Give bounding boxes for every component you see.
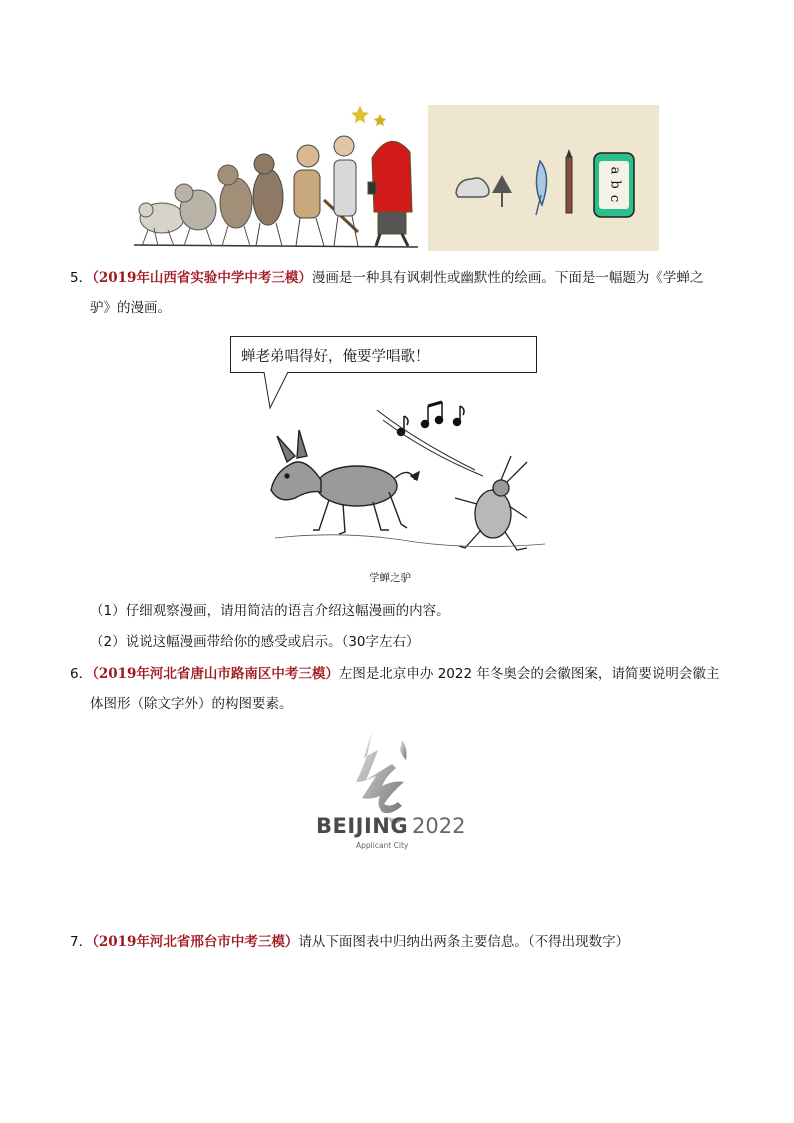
donkey-icon [271, 430, 419, 534]
question-5-line2: 驴》的漫画。 [90, 300, 171, 316]
question-source: （2019年山西省实验中学中考三模） [92, 270, 312, 286]
speech-text: 蝉老弟唱得好，俺要学唱歌！ [241, 349, 430, 365]
speech-bubble [230, 336, 537, 373]
pencil-icon [566, 157, 572, 213]
question-source: （2019年河北省邢台市中考三模） [92, 934, 299, 950]
question-5-sub-2: （2）说说这幅漫画带给你的感受或启示。（30字左右） [90, 634, 420, 650]
question-5-sub-1: （1）仔细观察漫画，请用简洁的语言介绍这幅漫画的内容。 [90, 603, 450, 619]
question-text: 左图是北京申办 2022 年冬奥会的会徽图案，请简要说明会徽主 [338, 666, 720, 682]
phone-letter-a: a [607, 166, 623, 175]
question-6 [70, 664, 719, 684]
quill-feather-icon [536, 161, 546, 205]
beijing-2022-logo [312, 720, 482, 860]
cicada-icon [455, 456, 527, 550]
phone-letter-b: b [607, 180, 623, 189]
arrowhead-icon [492, 175, 512, 193]
logo-subtitle: Applicant City [356, 841, 409, 850]
donkey-cicada-cartoon [265, 380, 555, 560]
question-text: 漫画是一种具有讽刺性或幽默性的绘画。下面是一幅题为《学蝉之 [311, 270, 704, 286]
question-number: 5． [70, 270, 93, 286]
question-5 [70, 268, 703, 288]
question-number: 6． [70, 666, 93, 682]
writing-tools-illustration [428, 105, 659, 251]
evolution-illustration [128, 100, 424, 252]
cartoon-caption: 学蝉之驴 [369, 572, 411, 584]
question-number: 7． [70, 934, 93, 950]
calligraphy-stroke-icon [356, 728, 407, 824]
question-text: 请从下面图表中归纳出两条主要信息。（不得出现数字） [298, 934, 630, 950]
phone-letter-c: c [607, 194, 623, 203]
stone-icon [456, 178, 489, 197]
logo-year: 2022 [412, 814, 466, 838]
question-source: （2019年河北省唐山市路南区中考三模） [92, 666, 339, 682]
question-7 [70, 932, 629, 952]
logo-word: BEIJING [316, 814, 409, 838]
question-6-line2: 体图形（除文字外）的构图要素。 [90, 696, 293, 712]
music-notes-icon [398, 402, 465, 436]
